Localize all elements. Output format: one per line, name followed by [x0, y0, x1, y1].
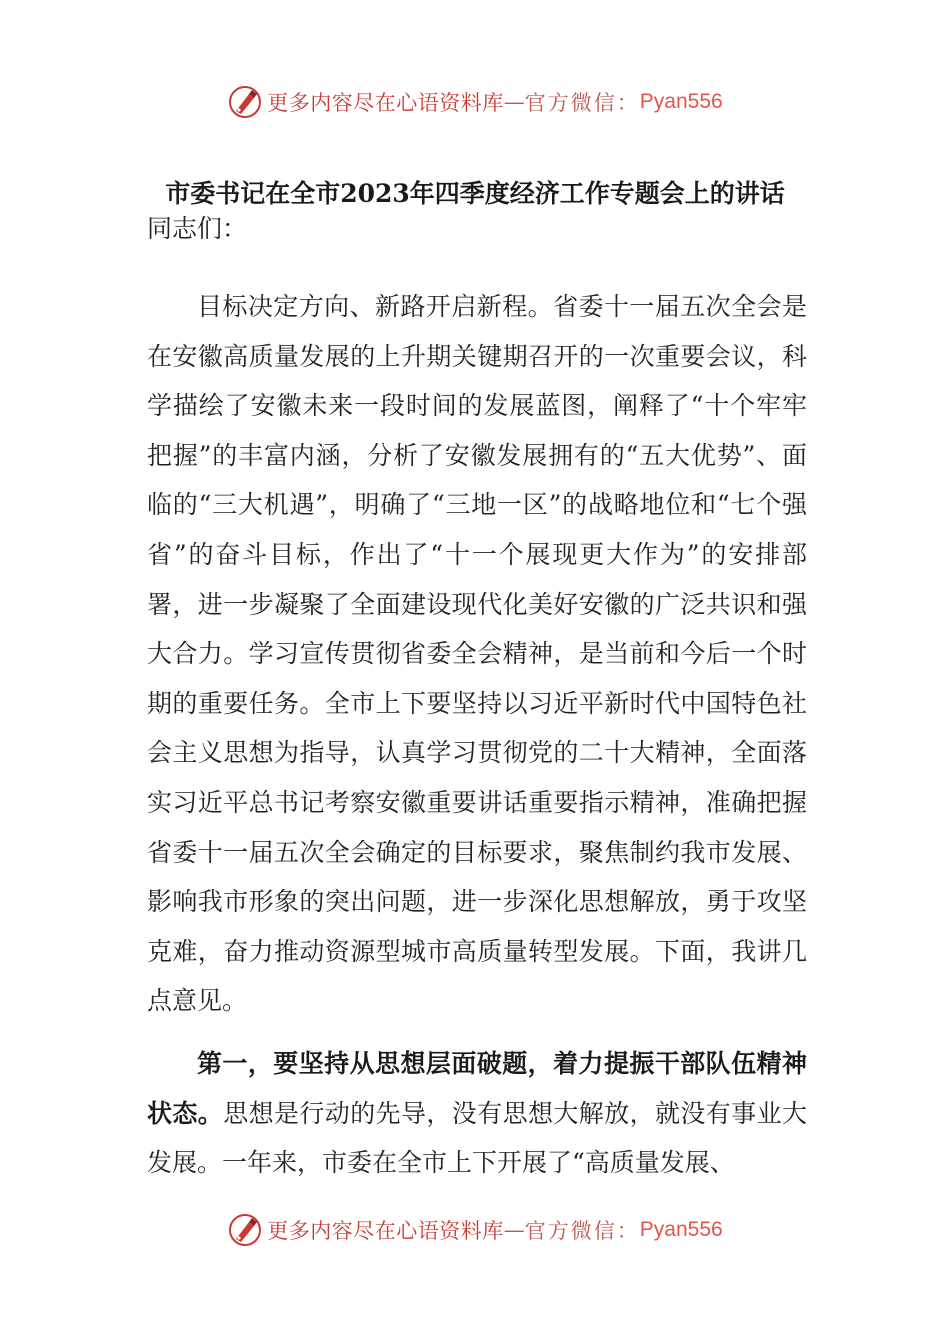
- pen-nib-icon: [227, 1212, 263, 1248]
- watermark-brand-text: 更多内容尽在心语资料库: [267, 91, 504, 115]
- watermark-wechat-label: 官方微信：: [524, 1219, 640, 1243]
- watermark-separator: —: [503, 1218, 525, 1242]
- body-paragraph-1: 目标决定方向、新路开启新程。省委十一届五次全会是在安徽高质量发展的上升期关键期召开的一次重要会议，科学描绘了安徽未来一段时间的发展蓝图，阐释了“十个牢牢把握”的丰富内涵，分析了安徽发展拥有的“五大优势”、面临的“三大机遇”，明确了“三地一区”的战略地位和“七个强省”的奋斗目标，作出了“十一个展现更大作为”的安排部署，进一步凝聚了全面建设现代化美好安徽的广泛共识和强大合力。学习宣传贯彻省委全会精神，是当前和今后一个时期的重要任务。全市上下要坚持以习近平新时代中国特色社会主义思想为指导，认真学习贯彻党的二十大精神，全面落实习近平总书记考察安徽重要讲话重要指示精神，准确把握省委十一届五次全会确定的目标要求，聚焦制约我市发展、影响我市形象的突出问题，进一步深化思想解放，勇于攻坚克难，奋力推动资源型城市高质量转型发展。下面，我讲几点意见。: [147, 292, 807, 1016]
- watermark-brand-text: 更多内容尽在心语资料库: [267, 1219, 504, 1243]
- section-body-first: 思想是行动的先导，没有思想大解放，就没有事业大发展。一年来，市委在全市上下开展了“高质量发展、: [147, 1098, 807, 1178]
- pen-nib-icon: [227, 84, 263, 120]
- document-title: 市委书记在全市2023年四季度经济工作专题会上的讲话: [165, 179, 785, 208]
- watermark-wechat-label: 官方微信：: [524, 91, 640, 115]
- salutation: 同志们：: [147, 214, 248, 243]
- watermark-wechat-id: Pyan556: [639, 1218, 723, 1241]
- header-watermark: [0, 82, 950, 122]
- body-paragraph-2: [147, 1039, 807, 1188]
- footer-watermark: [0, 1210, 950, 1250]
- section-heading-first: 第一，要坚持从思想层面破题，着力提振干部队伍精神状态。: [147, 1049, 807, 1128]
- watermark-wechat-id: Pyan556: [639, 90, 723, 113]
- watermark-separator: —: [503, 90, 525, 114]
